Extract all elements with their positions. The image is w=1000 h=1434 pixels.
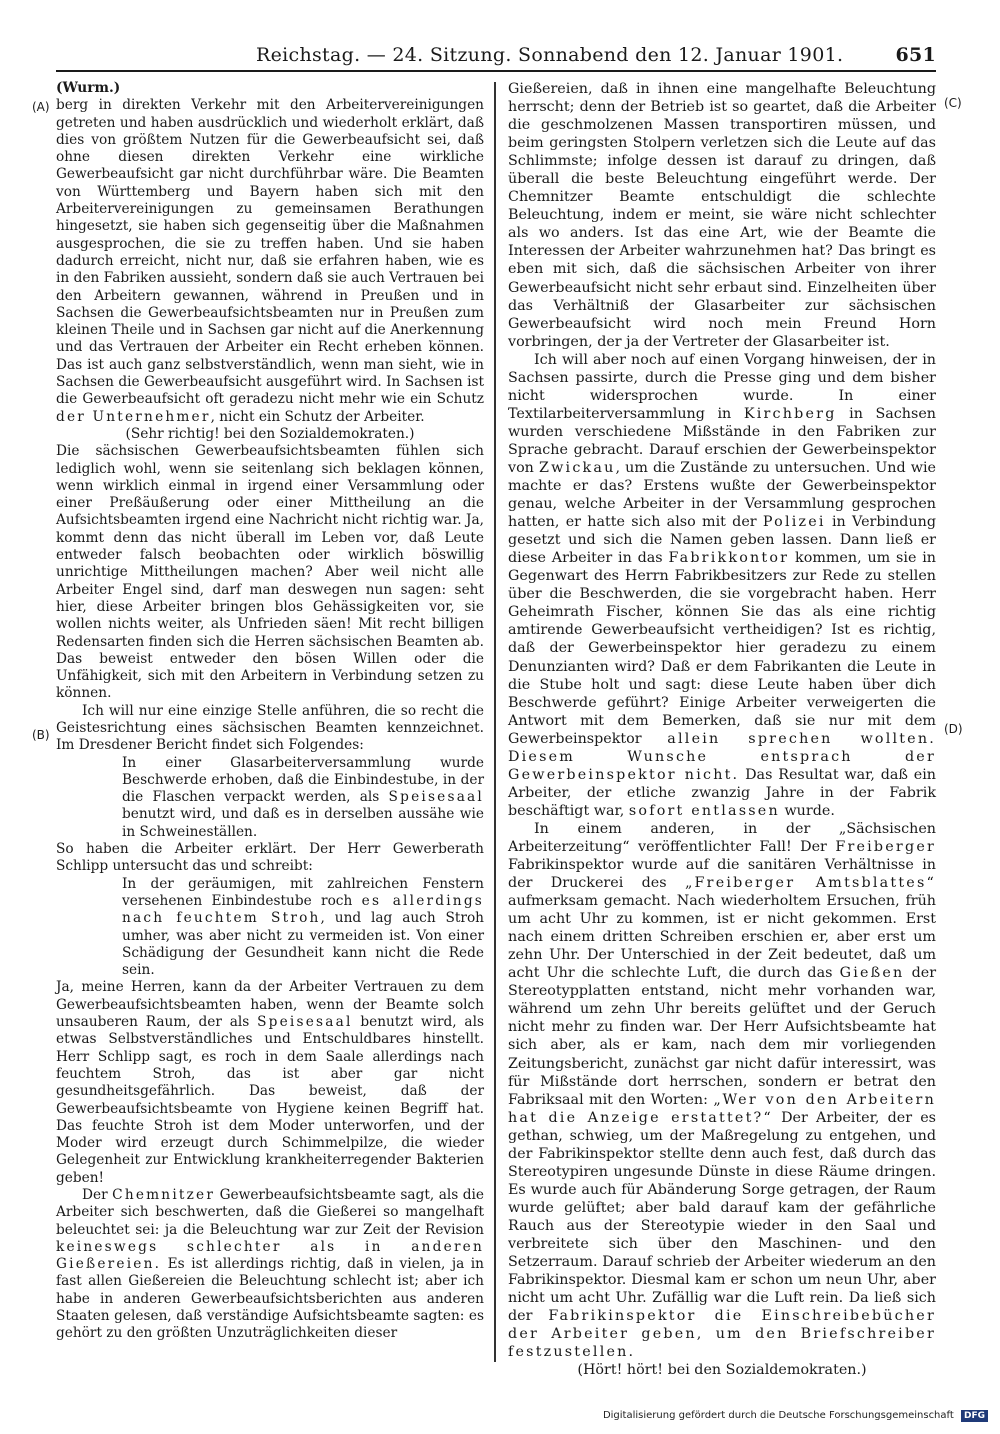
text-run: Es ist allerdings richtig, daß in vielen, ja in fast allen Gießereien die Beleuchtung schlecht ist; aber ich habe in anderen Gewerbeaufsichtsberichten aus anderen Staaten gelesen, daß verständige Aufsichtsbeamte sagten: es gehört zu den größten Unzuträglichkeiten dieser xyxy=(56,1256,484,1342)
footer-text: Digitalisierung gefördert durch die Deutsche Forschungsgemeinschaft xyxy=(602,1410,954,1421)
margin-marker-d: (D) xyxy=(944,722,963,736)
text-run: Das Resultat war, daß ein Arbeiter, der etliche zwanzig Jahre in der Fabrik beschäftigt war, xyxy=(508,766,936,819)
text-run: , um die Zustände zu untersuchen. Und wie machte er das? Erstens wußte der Gewerbeinspektor genau, welche Arbeiter in der Versammlung gesprochen hatten, er hatte sich also mit der xyxy=(508,459,936,531)
paragraph xyxy=(508,351,936,820)
spaced-text: Speisesaal xyxy=(388,789,484,806)
text-run: Ich will aber noch auf einen Vorgang hinweisen, der in Sachsen passirte, durch die Presse ging und dem bisher nicht widersprochen wurde. In einer Textilarbeiterversammlung in xyxy=(508,351,936,422)
text-run: Der xyxy=(82,1187,108,1203)
text-run: in Sachsen wurden verschiedene Mißstände in den Fabriken zur Sprache gebracht. Darauf erschien der Gewerbeinspektor von xyxy=(508,405,937,476)
spaced-text: Gießen xyxy=(839,965,905,982)
text-run: Der Arbeiter, der es gethan, schwieg, um der Maßregelung zu entgehen, und der Fabrikinspektor stellte denn auch fest, daß durch das Stereotypiren ungesunde Dünste in diese Räume dringen. Es wurde auch für Abänderung Sorge getragen, der Raum wurde gelüftet; aber bald darauf kam der gefährliche Rauch aus der Stereotypie wieder in den Saal und verbreitete sich über den Maschinen- und den Setzerraum. Darauf schrieb der Arbeiter wiederum an den Fabrikinspektor. Diesmal kam er schon um neun Uhr, aber nicht um acht Uhr. Zufällig war die Luft rein. Da ließ sich der xyxy=(508,1109,937,1325)
margin-marker-c: (C) xyxy=(944,96,962,110)
text-run: wurde. xyxy=(784,802,835,819)
paragraph xyxy=(508,820,936,1361)
right-column xyxy=(508,80,936,1379)
spaced-text: Zwickau xyxy=(538,459,616,476)
paragraph: Ich will nur eine einzige Stelle anführen, die so recht die Geistesrichtung eines sächsischen Beamten kennzeichnet. Im Dresdener Bericht findet sich Folgendes: xyxy=(56,702,484,754)
text-run: , nicht ein Schutz der Arbeiter. xyxy=(210,408,425,425)
text-run: In der geräumigen, mit zahlreichen Fenstern versehenen Einbindestube roch xyxy=(122,875,484,909)
spaced-text: Fabrikkontor xyxy=(668,550,790,567)
header-rule xyxy=(56,70,936,72)
spaced-text: Chemnitzer xyxy=(112,1187,216,1203)
spaced-text: Polizei xyxy=(762,514,826,531)
paragraph: Gießereien, daß in ihnen eine mangelhafte Beleuchtung herrscht; denn der Betrieb ist so geartet, daß die Arbeiter die geschmolzenen Massen transportiren müssen, und beim geringsten Stolpern verletzen sich die Leute auf das Schlimmste; infolge dessen ist darauf zu dringen, daß überall die beste Beleuchtung eingeführt werde. Der Chemnitzer Beamte entschuldigt die schlechte Beleuchtung, indem er meint, sie wäre nicht schlechter als wo anders. Ist das eine Art, wie der Beamte die Interessen der Arbeiter wahrzunehmen hat? Das bringt es eben mit sich, daß die sächsischen Arbeiter von ihrer Gewerbeaufsicht nicht sehr erbaut sind. Einzelheiten über das Verhältniß der Glasarbeiter zur sächsischen Gewerbeaufsicht wird noch mein Freund Horn vorbringen, der ja der Vertreter der Glasarbeiter ist. xyxy=(508,81,936,350)
running-title: Reichstag. — 24. Sitzung. Sonnabend den 12. Januar 1901. xyxy=(256,44,844,66)
column-divider xyxy=(494,82,496,1362)
spaced-text: der Unternehmer xyxy=(56,408,211,425)
interjection: (Hört! hört! bei den Sozialdemokraten.) xyxy=(577,1362,867,1379)
text-run: In einem anderen, in der „Sächsischen Arbeiterzeitung“ veröffentlichter Fall! Der xyxy=(508,820,936,855)
paragraph: Die sächsischen Gewerbeaufsichtsbeamten fühlen sich lediglich wohl, wenn sie seitenlang sich beklagen können, wenn wirklich einmal in irgend einer Versammlung oder einer Preßäußerung oder einer Mittheilung an die Aufsichtsbeamten irgend eine Nachricht nicht richtig war. Ja, kommt denn das nicht überall im Leben vor, daß Leute entweder falsch beobachten oder wirklich böswillig unrichtige Mittheilungen machen? Aber weil nicht alle Arbeiter Engel sind, darf man deswegen nun sagen: seht hier, diese Arbeiter bringen blos Gehässigkeiten vor, sie wollen nichts weiter, als Unfrieden säen! Mit recht billigen Redensarten finden sich die Herren sächsischen Beamten ab. Das beweist entweder den bösen Willen oder die Unfähigkeit, sich mit den Arbeitern in Verbindung setzen zu können. xyxy=(56,443,484,702)
margin-marker-b: (B) xyxy=(32,728,50,742)
text-run: In einer Glasarbeiterversammlung wurde Beschwerde erhoben, daß die Einbindestube, in der die Flaschen verpackt werden, als xyxy=(122,754,484,806)
text-run: benutzt wird, und daß es in derselben aussähe wie in Schweineställen. xyxy=(122,806,484,840)
paragraph xyxy=(56,97,484,426)
paragraph xyxy=(56,1187,484,1343)
text-run: Ja, meine Herren, kann da der Arbeiter Vertrauen zu dem Gewerbeaufsichtsbeamten haben, wenn der Beamte solch unsauberen Raum, der als xyxy=(56,979,484,1031)
text-run: in Verbindung gesetzt und sich die Namen geben lassen. Dann ließ er diese Arbeiter in das xyxy=(508,514,937,567)
paragraph xyxy=(56,979,484,1187)
margin-marker-a: (A) xyxy=(32,100,50,114)
text-run: aufmerksam gemacht. Nach wiederholtem Ersuchen, früh um acht Uhr zu kommen, ist er nicht gekommen. Erst nach einem dritten Schreiben erschien er, aber erst um zehn Uhr. Der Unterschied in der Zeit bedeutet, daß um acht Uhr die schlechte Luft, die durch das xyxy=(508,893,936,982)
spaced-text: sofort entlassen xyxy=(628,802,780,819)
spaced-text: es allerdings nach feuchtem Stroh xyxy=(122,892,484,927)
spaced-text: Speisesaal xyxy=(257,1014,353,1031)
spaced-text: allein sprechen wollten. Diesem Wunsche entsprach der Gewerbeinspektor nicht. xyxy=(508,730,936,783)
paragraph: So haben die Arbeiter erklärt. Der Herr Gewerberath Schlipp untersucht das und schreibt: xyxy=(56,841,484,875)
text-run: kommen, um sie in Gegenwart des Herrn Fabrikbesitzers zur Rede zu stellen über die Beschwerden, die sie vorgebracht haben. Herr Geheimrath Fischer, können Sie das als eine richtig amtirende Gewerbeaufsicht vertheidigen? Ist es richtig, daß der Gewerbeinspektor hier geradezu zu einem Denunzianten wird? Daß er dem Fabrikanten die Leute in die Stube holt und sagt: diese Leute haben über dich Beschwerde geführt? Einige Arbeiter verweigerten die Antwort mit dem Bemerken, daß sie nur mit dem Gewerbeinspektor xyxy=(508,550,937,747)
page-header xyxy=(56,44,936,70)
spaced-text: Fabrikinspektor die Einschreibebücher der Arbeiter geben, um den Briefschreiber festzustellen. xyxy=(508,1308,936,1361)
page-number: 651 xyxy=(895,44,936,66)
dfg-logo: DFG xyxy=(961,1410,988,1422)
speaker-label: (Wurm.) xyxy=(56,80,121,96)
spaced-text: Kirchberg xyxy=(743,405,837,422)
text-run: Gewerbeaufsichtsbeamte sagt, als die Arbeiter sich beschwerten, daß die Gießerei so mangelhaft beleuchtet sei: ja die Beleuchtung war zur Zeit der Revision xyxy=(56,1187,484,1238)
text-run: Fabrikinspektor wurde auf die sanitären Verhältnisse in der Druckerei des xyxy=(508,857,936,892)
quotation xyxy=(56,755,484,841)
spaced-text: Freiberger xyxy=(835,838,937,855)
spaced-text: „Freiberger Amtsblattes“ xyxy=(684,875,936,892)
text-run: berg in direkten Verkehr mit den Arbeitervereinigungen getreten und haben ausdrücklich und wiederholt erklärt, daß dies von größtem Nutzen für die Gewerbeaufsicht sei, daß ohne diesen direkten Verkehr eine wirkliche Gewerbeaufsicht gar nicht durchführbar wäre. Die Beamten von Württemberg und Bayern haben sich mit den Arbeitervereinigungen zu gemeinsamen Berathungen hingesetzt, sie haben sich gegenseitig über die Maßnahmen ausgesprochen, die sie zu treffen haben. Und sie haben dadurch erreicht, nicht nur, daß sie erfahren haben, wie es in den Fabriken aussieht, sondern daß sie auch Vertrauen bei den Arbeitern gewannen, während in Preußen und in Sachsen die Gewerbeaufsichtsbeamten nur in Preußen zum kleinen Theile und in Sachsen gar nicht auf die Anerkennung und das Vertrauen der Arbeiter ein Recht erheben können. Das ist auch ganz selbstverständlich, wenn man sieht, wie in Sachsen die Gewerbeaufsicht ausgeführt wird. In Sachsen ist die Gewerbeaufsicht oft geradezu nicht mehr wie ein Schutz xyxy=(56,97,484,408)
digitization-footer xyxy=(603,1410,988,1422)
interjection: (Sehr richtig! bei den Sozialdemokraten.) xyxy=(125,425,415,442)
text-run: der Stereotypplatten entstand, nicht mehr vorhanden war, während um zehn Uhr bereits gelüftet und der Geruch nicht mehr zu finden war. Der Herr Aufsichtsbeamte hat sich aber, als er kam, nach dem mir vorliegenden Zeitungsbericht, zunächst gar nicht dafür interessirt, was für Mißstände dort herrschen, sondern er betrat den Fabriksaal mit den Worten: xyxy=(508,965,937,1108)
quotation xyxy=(56,876,484,980)
text-run: , und lag auch Stroh umher, was aber nicht zu vermeiden ist. Von einer Schädigung der Gesundheit kann nicht die Rede sein. xyxy=(122,910,484,979)
left-column xyxy=(56,80,484,1343)
spaced-text: keineswegs schlechter als in anderen Gießereien. xyxy=(56,1238,484,1273)
spaced-text: „Wer von den Arbeitern hat die Anzeige erstattet?“ xyxy=(508,1091,936,1126)
text-run: benutzt wird, als etwas Selbstverständliches und Entschuldbares hinstellt. Herr Schlipp sagt, es roch in dem Saale allerdings nach feuchtem Stroh, das ist aber gar nicht gesundheitsgefährlich. Das beweist, daß der Gewerbeaufsichtsbeamte von Hygiene keinen Begriff hat. Das feuchte Stroh ist dem Moder unterworfen, und der Moder wird erzeugt durch Schimmelpilze, die wieder Gelegenheit zur Entwicklung krankheiterregender Bakterien geben! xyxy=(56,1014,484,1186)
